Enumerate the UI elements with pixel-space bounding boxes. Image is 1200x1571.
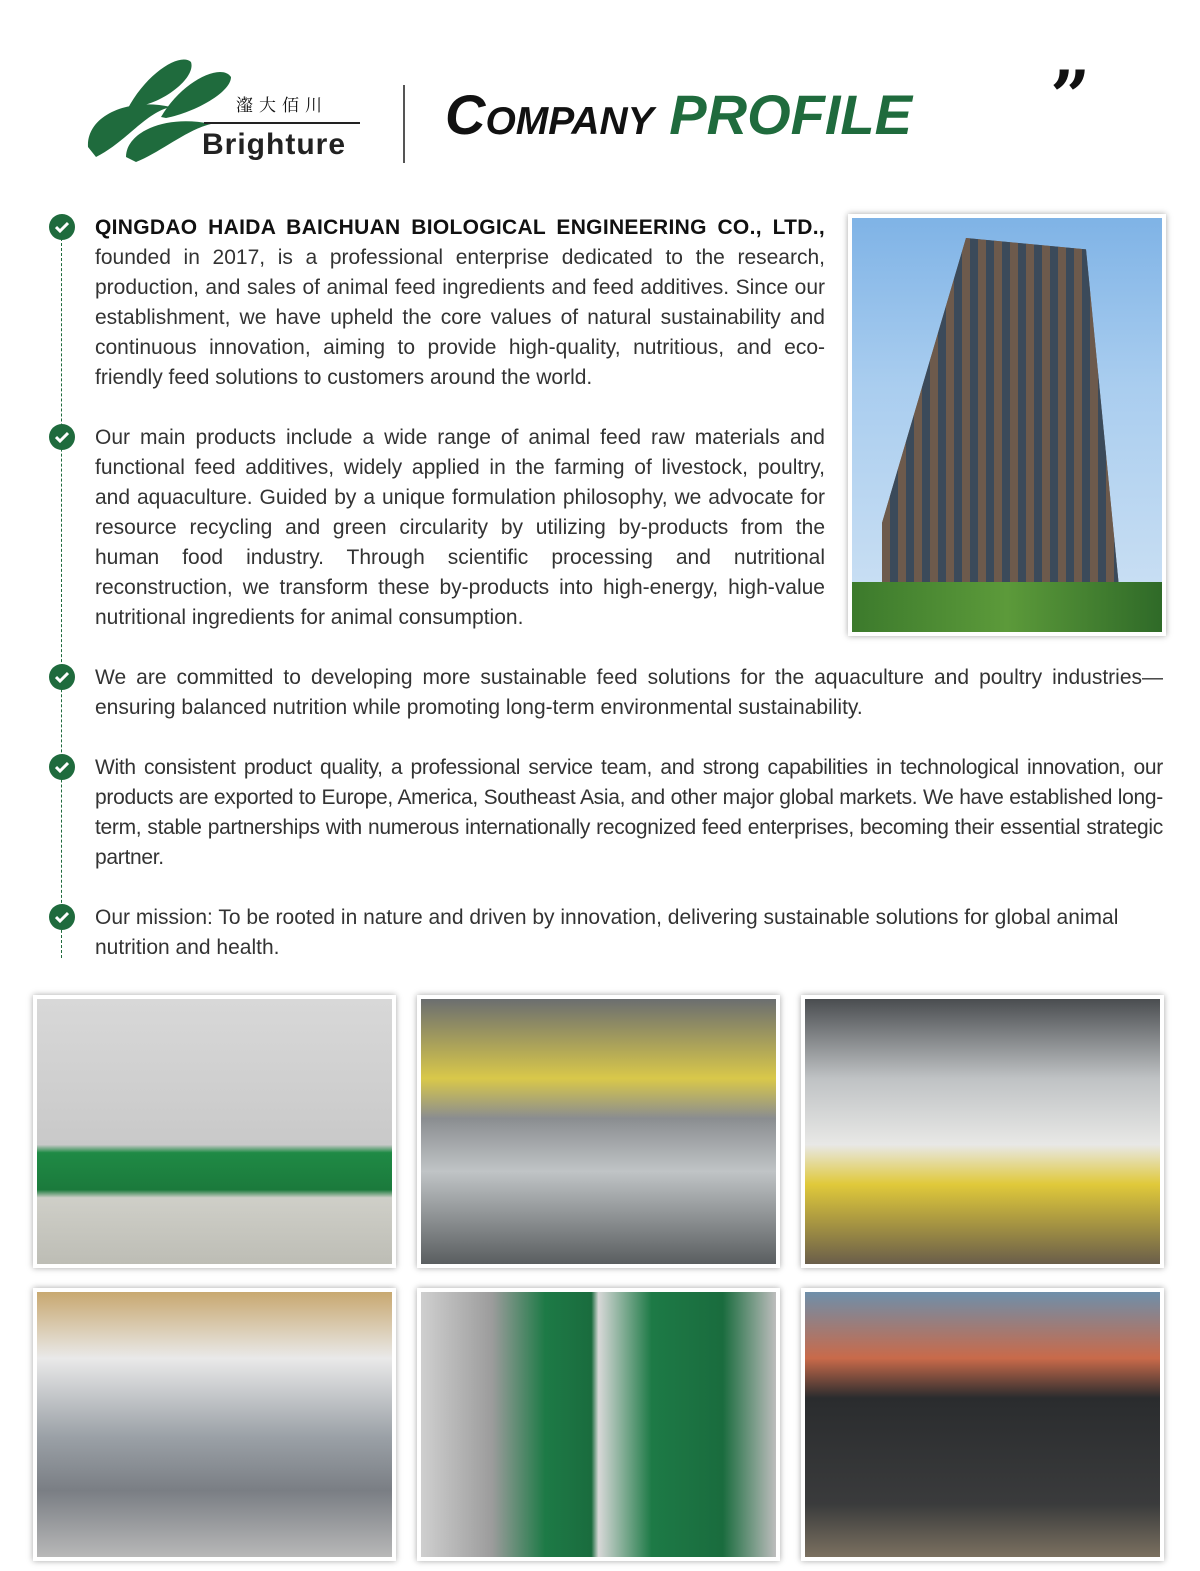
office-building-photo — [848, 214, 1166, 636]
profile-item — [49, 213, 825, 393]
quality-paragraph: With consistent product quality, a professional service team, and strong capabilities in technological innovation, our products are exported to Europe, America, Southeast Asia, and other major global markets. We have established long-term, stable partnerships with numerous internationally recognized feed enterprises, becoming their essential strategic partner. — [95, 756, 1163, 869]
page-title — [445, 80, 912, 150]
check-icon — [49, 754, 75, 780]
reactor-hall-photo — [801, 995, 1164, 1268]
profile-item — [49, 903, 1163, 963]
commitment-paragraph: We are committed to developing more sustainable feed solutions for the aquaculture and poultry industries—ensuring balanced nutrition while promoting long-term environmental sustainability. — [95, 666, 1163, 719]
header-divider — [403, 85, 405, 163]
check-icon — [49, 904, 75, 930]
intro-text: founded in 2017, is a professional enterprise dedicated to the research, production, and sales of animal feed ingredients and feed additives. Since our establishment, we have upheld the core values of natural sustainability and continuous innovation, aiming to provide high-quality, nutritious, and eco-friendly feed solutions to customers around the world. — [95, 246, 825, 389]
products-paragraph: Our main products include a wide range of animal feed raw materials and functional feed additives, widely applied in the farming of livestock, poultry, and aquaculture. Guided by a unique formulation philosophy, we advocate for resource recycling and green circularity by utilizing by-products from the human food industry. Through scientific processing and nutritional reconstruction, we transform these by-products into high-energy, high-value nutritional ingredients for animal consumption. — [95, 426, 825, 629]
warehouse-photo — [33, 1288, 396, 1561]
storage-tanks-photo — [33, 995, 396, 1268]
quote-mark: ” — [1050, 55, 1091, 138]
logo-brand: Brighture — [202, 128, 346, 161]
intro-paragraph — [95, 213, 825, 393]
title-profile: PROFILE — [669, 83, 912, 146]
production-line-photo — [417, 995, 780, 1268]
drum-filling-photo — [417, 1288, 780, 1561]
mission-paragraph: Our mission: To be rooted in nature and driven by innovation, delivering sustainable solutions for global animal nutrition and health. — [95, 906, 1119, 959]
check-icon — [49, 664, 75, 690]
profile-item — [49, 753, 1163, 873]
company-name: QINGDAO HAIDA BAICHUAN BIOLOGICAL ENGINEERING CO., LTD., — [95, 216, 825, 239]
company-logo — [86, 52, 366, 167]
profile-item — [49, 423, 825, 633]
logo-chinese-name: 瀣大佰川 — [236, 96, 328, 116]
check-icon — [49, 424, 75, 450]
profile-item — [49, 663, 1163, 723]
check-icon — [49, 214, 75, 240]
pipework-photo — [801, 1288, 1164, 1561]
logo-rule — [204, 122, 360, 124]
title-company: Company — [445, 83, 654, 146]
